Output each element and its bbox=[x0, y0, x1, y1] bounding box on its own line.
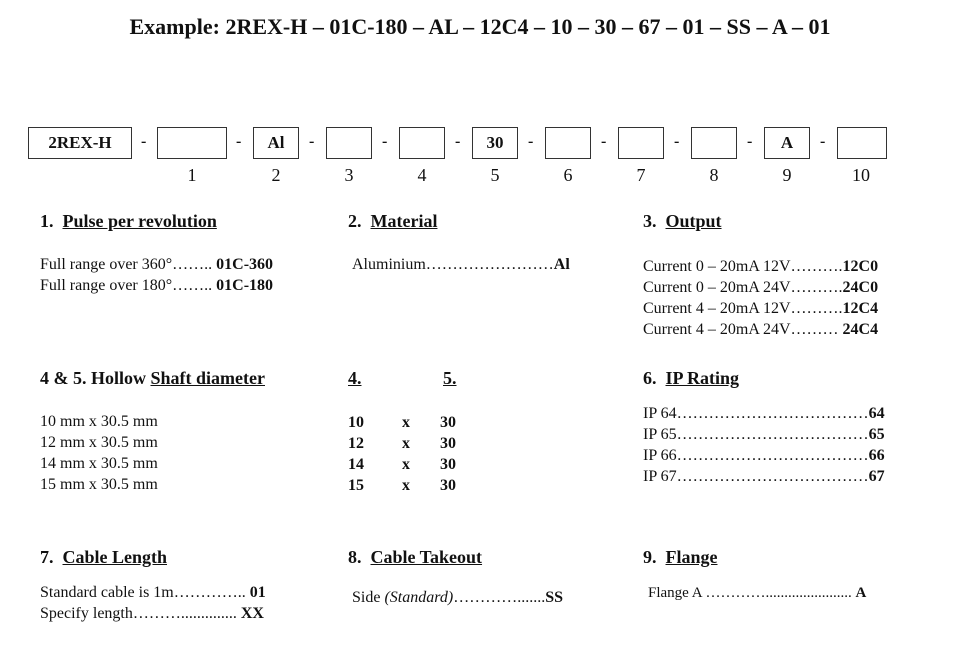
separator-dash: - bbox=[455, 133, 461, 150]
cable-length-row: Standard cable is 1m………….. 01 bbox=[40, 584, 266, 601]
shaft-row: 14 mm x 30.5 mm bbox=[40, 455, 158, 472]
separator-dash: - bbox=[601, 133, 607, 150]
shaft-code-4: 15 bbox=[348, 477, 364, 494]
box-number-3: 3 bbox=[344, 165, 354, 185]
section-heading-output: 3. Output bbox=[643, 211, 722, 231]
section-heading-flange: 9. Flange bbox=[643, 547, 718, 567]
shaft-row: 10 mm x 30.5 mm bbox=[40, 413, 158, 430]
page-title: Example: 2REX-H – 01C-180 – AL – 12C4 – 10 – 30 – 67 – 01 – SS – A – 01 bbox=[129, 14, 831, 39]
box-number-7: 7 bbox=[636, 165, 646, 185]
box-number-4: 4 bbox=[417, 165, 427, 185]
code-box-9: A bbox=[764, 127, 810, 159]
section-heading-pulse: 1. Pulse per revolution bbox=[40, 211, 217, 231]
output-row: Current 4 – 20mA 12V……….12C4 bbox=[643, 300, 879, 317]
shaft-code-x: x bbox=[402, 477, 410, 494]
separator-dash: - bbox=[747, 133, 753, 150]
shaft-code-x: x bbox=[402, 435, 410, 452]
material-row: Aluminium……………………Al bbox=[352, 256, 570, 273]
output-row: Current 4 – 20mA 24V……… 24C4 bbox=[643, 321, 879, 338]
shaft-code-heading-5: 5. bbox=[443, 368, 457, 388]
separator-dash: - bbox=[236, 133, 242, 150]
box-number-10: 10 bbox=[852, 165, 870, 185]
section-heading-shaft: 4 & 5. Hollow Shaft diameter bbox=[40, 368, 265, 388]
shaft-code-x: x bbox=[402, 414, 410, 431]
ip-row: IP 64………………………………64 bbox=[643, 405, 885, 422]
code-box-10 bbox=[837, 127, 887, 159]
code-box-prefix: 2REX-H bbox=[28, 127, 132, 159]
shaft-code-5: 30 bbox=[440, 477, 456, 494]
separator-dash: - bbox=[141, 133, 147, 150]
section-heading-cable-length: 7. Cable Length bbox=[40, 547, 168, 567]
separator-dash: - bbox=[382, 133, 388, 150]
separator-dash: - bbox=[309, 133, 315, 150]
shaft-row: 15 mm x 30.5 mm bbox=[40, 476, 158, 493]
section-heading-cable-takeout: 8. Cable Takeout bbox=[348, 547, 483, 567]
box-number-6: 6 bbox=[563, 165, 573, 185]
shaft-code-heading-4: 4. bbox=[348, 368, 362, 388]
shaft-code-5: 30 bbox=[440, 414, 456, 431]
separator-dash: - bbox=[820, 133, 826, 150]
separator-dash: - bbox=[528, 133, 534, 150]
shaft-code-5: 30 bbox=[440, 435, 456, 452]
pulse-row: Full range over 360°…….. 01C-360 bbox=[40, 256, 274, 273]
output-row: Current 0 – 20mA 24V……….24C0 bbox=[643, 279, 879, 296]
flange-row: Flange A …………....................... A bbox=[648, 585, 867, 601]
shaft-code-5: 30 bbox=[440, 456, 456, 473]
ip-row: IP 66………………………………66 bbox=[643, 447, 885, 464]
code-box-5: 30 bbox=[472, 127, 518, 159]
shaft-row: 12 mm x 30.5 mm bbox=[40, 434, 158, 451]
shaft-code-4: 12 bbox=[348, 435, 364, 452]
code-box-6 bbox=[545, 127, 591, 159]
code-box-7 bbox=[618, 127, 664, 159]
box-number-8: 8 bbox=[709, 165, 719, 185]
output-row: Current 0 – 20mA 12V……….12C0 bbox=[643, 258, 879, 275]
box-number-5: 5 bbox=[490, 165, 500, 185]
shaft-code-4: 10 bbox=[348, 414, 364, 431]
shaft-code-4: 14 bbox=[348, 456, 364, 473]
code-box-8 bbox=[691, 127, 737, 159]
code-box-4 bbox=[399, 127, 445, 159]
ip-row: IP 67………………………………67 bbox=[643, 468, 885, 485]
shaft-code-x: x bbox=[402, 456, 410, 473]
pulse-row: Full range over 180°…….. 01C-180 bbox=[40, 277, 274, 294]
section-heading-material: 2. Material bbox=[348, 211, 438, 231]
section-heading-ip: 6. IP Rating bbox=[643, 368, 740, 388]
ip-row: IP 65………………………………65 bbox=[643, 426, 885, 443]
box-number-1: 1 bbox=[187, 165, 197, 185]
code-box-2: Al bbox=[253, 127, 299, 159]
separator-dash: - bbox=[674, 133, 680, 150]
code-box-3 bbox=[326, 127, 372, 159]
cable-length-row: Specify length……….............. XX bbox=[40, 605, 264, 622]
box-number-9: 9 bbox=[782, 165, 792, 185]
code-box-1 bbox=[157, 127, 227, 159]
cable-takeout-row: Side (Standard)………….......SS bbox=[352, 589, 563, 606]
box-number-2: 2 bbox=[271, 165, 281, 185]
